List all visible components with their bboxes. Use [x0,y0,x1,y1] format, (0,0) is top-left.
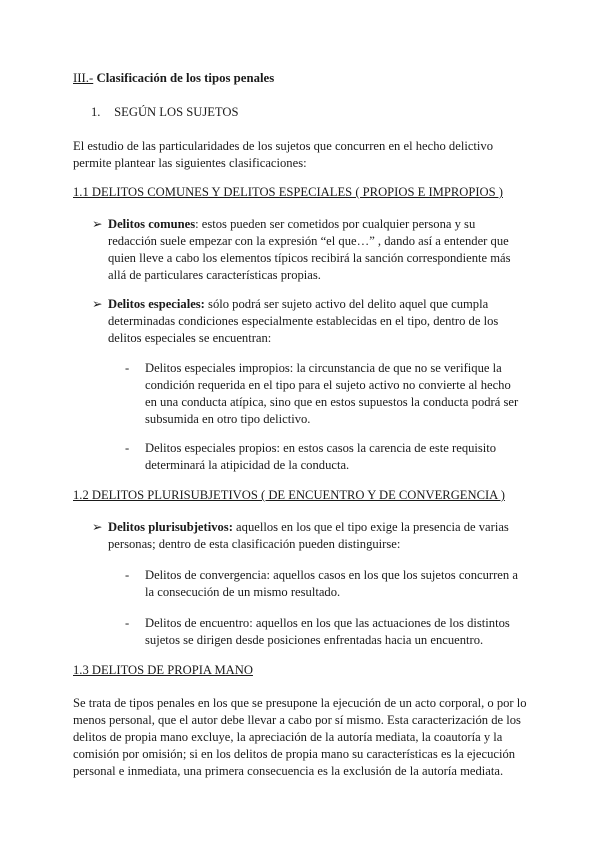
sub-item-text: Delitos especiales propios: en estos casos la carencia de este requisito determinará la atipicidad de la conducta. [145,441,497,472]
heading-1-1: 1.1 DELITOS COMUNES Y DELITOS ESPECIALES ( PROPIOS E IMPROPIOS ) [73,185,503,199]
bullet-delitos-comunes [92,216,522,284]
bullet-text: Delitos especiales: sólo podrá ser sujeto activo del delito aquel que cumpla determinadas condiciones especialmente establecidas en el tipo, dentro de los delitos especiales se encuentran: [108,297,499,345]
section-1-heading [91,104,238,121]
term-delitos-especiales: Delitos especiales: [108,297,205,311]
sub-item-text: Delitos de convergencia: aquellos casos en los que los sujetos concurren a la consecución de un mismo resultado. [145,568,518,599]
bullet-text: Delitos plurisubjetivos: aquellos en los que el tipo exige la presencia de varias personas; dentro de esta clasificación pueden distinguirse: [108,520,509,551]
sub-item-text: Delitos especiales impropios: la circunstancia de que no se verifique la condición requerida en el tipo para el sujeto activo no convierte al hecho en una conducta atípica, sino que en estos supuestos la conducta podrá ser subsumida en otro tipo delictivo. [145,361,519,426]
sub-item-text: Delitos de encuentro: aquellos en los que las actuaciones de los distintos sujetos se dirigen desde posiciones enfrentadas hacia un encuentro. [145,616,510,647]
title-roman: III.- [73,71,94,85]
term-delitos-plurisubjetivos: Delitos plurisubjetivos: [108,520,233,534]
sub-item-especiales-impropios [125,360,525,428]
bullet-delitos-especiales [92,296,522,347]
arrow-bullet-icon: ➢ [92,297,103,311]
dash-bullet-icon: - [125,568,130,582]
bullet-text: Delitos comunes: estos pueden ser cometidos por cualquier persona y su redacción suele empezar con la expresión “el que…” , dando así a entender que quien lleve a cabo los elementos típicos recibirá la sanción correspondiente más allá de particulares características propias. [108,217,511,282]
bullet-delitos-plurisubjetivos [92,519,522,553]
page-title [73,70,274,87]
dash-bullet-icon: - [125,441,130,455]
sub-item-especiales-propios [125,440,525,474]
heading-1-3: 1.3 DELITOS DE PROPIA MANO [73,663,253,677]
term-delitos-comunes: Delitos comunes [108,217,196,231]
sub-item-encuentro [125,615,525,649]
intro-paragraph: El estudio de las particularidades de los sujetos que concurren en el hecho delictivo permite plantear las siguientes clasificaciones: [73,139,494,170]
title-text: Clasificación de los tipos penales [96,71,275,85]
section-1-number: 1. [91,105,101,119]
dash-bullet-icon: - [125,361,130,375]
heading-1-2: 1.2 DELITOS PLURISUBJETIVOS ( DE ENCUENTRO Y DE CONVERGENCIA ) [73,488,505,502]
sub-item-convergencia [125,567,525,601]
dash-bullet-icon: - [125,616,130,630]
arrow-bullet-icon: ➢ [92,217,103,231]
arrow-bullet-icon: ➢ [92,520,103,534]
propia-mano-paragraph: Se trata de tipos penales en los que se presupone la ejecución de un acto corporal, o por lo menos personal, que el autor debe llevar a cabo por sí mismo. Esta caracterización de los delitos de propia mano excluye, la apreciación de la autoría mediata, la coautoría y la comisión por omisión; si en los delitos de propia mano su características es la ejecución personal e inmediata, una primera consecuencia es la exclusión de la autoría mediata. [73,696,527,778]
section-1-label: SEGÚN LOS SUJETOS [114,105,239,119]
